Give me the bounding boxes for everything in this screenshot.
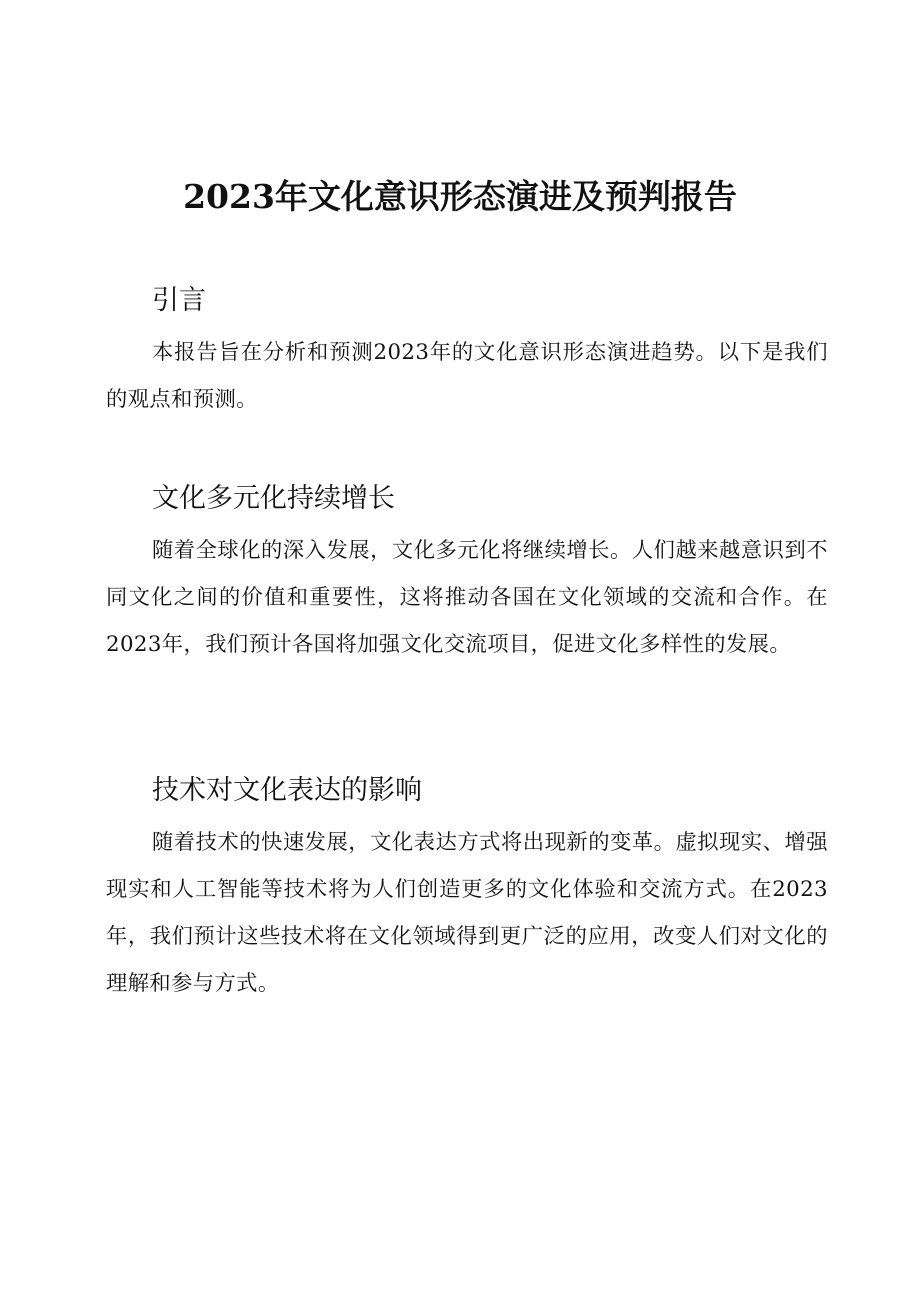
section-technology-impact <box>106 771 828 1007</box>
section-cultural-diversity <box>106 479 828 668</box>
section-heading: 技术对文化表达的影响 <box>152 775 422 806</box>
section-introduction <box>106 281 828 423</box>
section-paragraph: 本报告旨在分析和预测2023年的文化意识形态演进趋势。以下是我们的观点和预测。 <box>106 340 828 412</box>
section-heading: 引言 <box>152 285 206 316</box>
section-paragraph: 随着技术的快速发展，文化表达方式将出现新的变革。虚拟现实、增强现实和人工智能等技术将为人们创造更多的文化体验和交流方式。在2023年，我们预计这些技术将在文化领域得到更广泛的应用，改变人们对文化的理解和参与方式。 <box>106 830 828 996</box>
document-title: 2023年文化意识形态演进及预判报告 <box>183 177 737 216</box>
section-paragraph: 随着全球化的深入发展，文化多元化将继续增长。人们越来越意识到不同文化之间的价值和重要性，这将推动各国在文化领域的交流和合作。在2023年，我们预计各国将加强文化交流项目，促进文化多样性的发展。 <box>106 538 828 657</box>
section-heading: 文化多元化持续增长 <box>152 483 395 514</box>
